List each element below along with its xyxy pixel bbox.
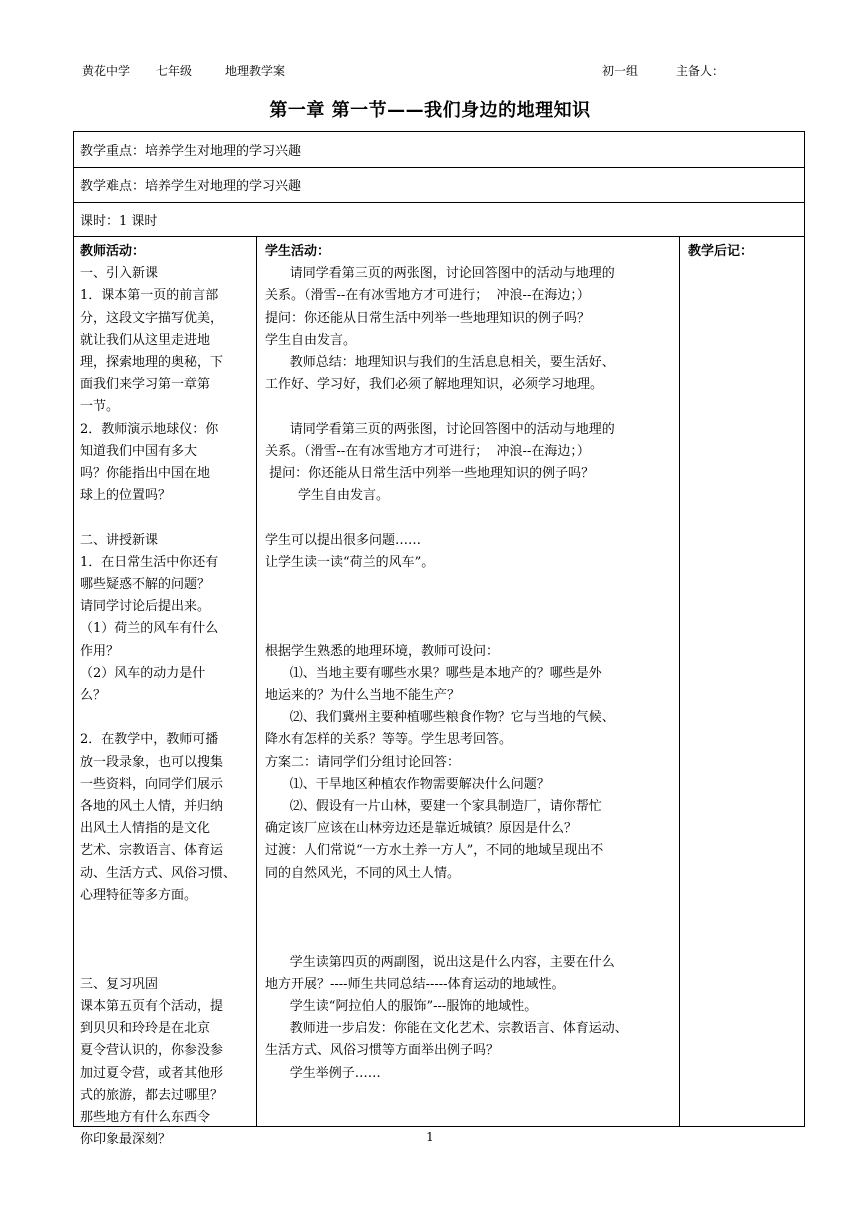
teacher-line: 加过夏令营，或者其他形 bbox=[80, 1065, 224, 1081]
student-column bbox=[257, 237, 680, 1126]
teacher-line: 球上的位置吗？ bbox=[80, 488, 172, 504]
student-line: 学生读“阿拉伯人的服饰”---服饰的地域性。 bbox=[265, 998, 538, 1014]
student-line bbox=[265, 507, 673, 529]
teacher-line: 课本第五页有个活动，提 bbox=[80, 998, 224, 1014]
teacher-line: 三、复习巩固 bbox=[80, 976, 159, 992]
teacher-line: 二、讲授新课 bbox=[80, 532, 159, 548]
student-line: 学生自由发言。 bbox=[265, 332, 357, 348]
activity-table bbox=[73, 236, 805, 1148]
teacher-column bbox=[74, 237, 257, 1148]
student-line: 学生举例子…… bbox=[265, 1065, 381, 1081]
notes-heading: 教学后记： bbox=[688, 244, 754, 259]
student-line: 根据学生熟悉的地理环境，教师可设问： bbox=[265, 643, 500, 659]
student-line: 教师进一步启发：你能在文化艺术、宗教语言、体育运动、 bbox=[265, 1021, 628, 1037]
page-title: 第一章 第一节——我们身边的地理知识 bbox=[269, 100, 591, 121]
student-line: 过渡：人们常说“一方水土养一方人”，不同的地域呈现出不 bbox=[265, 843, 604, 859]
teacher-line: 一些资料，向同学们展示 bbox=[80, 776, 224, 792]
teacher-line: 2．在教学中，教师可播 bbox=[80, 732, 219, 748]
student-line: 学生自由发言。 bbox=[265, 488, 390, 504]
teacher-line: 知道我们中国有多大 bbox=[80, 443, 198, 459]
teacher-line: 一、引入新课 bbox=[80, 266, 159, 282]
teacher-line: 2．教师演示地球仪：你 bbox=[80, 421, 219, 437]
teacher-line: 吗？你能指出中国在地 bbox=[80, 466, 211, 482]
header-preparer: 主备人： bbox=[676, 64, 725, 78]
teacher-line: 艺术、宗教语言、体育运 bbox=[80, 843, 224, 859]
student-line: 关系。（滑雪--在有冰雪地方才可进行； 冲浪--在海边；） bbox=[265, 443, 590, 459]
header-doc-type: 地理教学案 bbox=[225, 64, 286, 78]
student-lines bbox=[265, 263, 673, 1085]
teacher-line: （1）荷兰的风车有什么 bbox=[80, 621, 219, 637]
teacher-line bbox=[80, 507, 250, 529]
student-line: ⑵、假设有一片山林，要建一个家具制造厂，请你帮忙 bbox=[265, 799, 602, 815]
page-number: 1 bbox=[426, 1130, 434, 1144]
teacher-line bbox=[80, 952, 250, 974]
student-line: ⑴、干旱地区种植农作物需要解决什么问题？ bbox=[265, 776, 550, 792]
student-line bbox=[265, 618, 673, 640]
teacher-line: 么？ bbox=[80, 688, 107, 704]
teacher-line: 作用？ bbox=[80, 643, 120, 659]
teacher-line: 动、生活方式、风俗习惯、 bbox=[80, 865, 237, 881]
teacher-line: 放一段录象，也可以搜集 bbox=[80, 754, 224, 770]
teacher-line: 那些地方有什么东西令 bbox=[80, 1109, 211, 1125]
teacher-line: 夏令营认识的，你参没参 bbox=[80, 1043, 224, 1059]
header-group: 初一组 bbox=[602, 64, 639, 78]
student-line: 让学生读一读“荷兰的风车”。 bbox=[265, 554, 435, 570]
header-grade: 七年级 bbox=[156, 64, 193, 78]
teacher-line: 一节。 bbox=[80, 399, 120, 415]
student-line bbox=[265, 396, 673, 418]
teacher-line: 到贝贝和玲玲是在北京 bbox=[80, 1021, 211, 1037]
teacher-lines bbox=[80, 263, 250, 1151]
student-line: 地运来的？为什么当地不能生产？ bbox=[265, 688, 461, 704]
student-line bbox=[265, 596, 673, 618]
student-line: 提问：你还能从日常生活中列举一些地理知识的例子吗？ bbox=[265, 310, 591, 326]
teacher-line: 哪些疑惑不解的问题？ bbox=[80, 577, 211, 593]
key-point-text: 教学重点：培养学生对地理的学习兴趣 bbox=[80, 144, 302, 159]
teacher-line: 就让我们从这里走进地 bbox=[80, 332, 211, 348]
teacher-line bbox=[80, 929, 250, 951]
student-line: 工作好、学习好，我们必须了解地理知识，必须学习地理。 bbox=[265, 377, 604, 393]
student-line: 生活方式、风俗习惯等方面举出例子吗？ bbox=[265, 1043, 500, 1059]
teacher-heading: 教师活动： bbox=[80, 244, 146, 259]
student-line: 学生读第四页的两副图，说出这是什么内容，主要在什么 bbox=[265, 954, 615, 970]
teacher-line: 理，探索地理的奥秘，下 bbox=[80, 355, 224, 371]
teacher-line: 式的旅游，都去过哪里？ bbox=[80, 1087, 224, 1103]
student-line: 请同学看第三页的两张图，讨论回答图中的活动与地理的 bbox=[265, 266, 615, 282]
student-line: 方案二：请同学们分组讨论回答： bbox=[265, 754, 461, 770]
teacher-line bbox=[80, 707, 250, 729]
difficulty-text: 教学难点：培养学生对地理的学习兴趣 bbox=[80, 179, 302, 194]
teacher-line: 1．在日常生活中你还有 bbox=[80, 554, 219, 570]
hours-text: 课时：1 课时 bbox=[80, 213, 158, 229]
teacher-line: 出风土人情指的是文化 bbox=[80, 821, 211, 837]
student-line bbox=[265, 885, 673, 907]
student-line bbox=[265, 929, 673, 951]
row-hours bbox=[73, 202, 805, 237]
row-difficulty bbox=[73, 167, 805, 203]
row-key-point bbox=[73, 131, 805, 168]
student-line bbox=[265, 574, 673, 596]
teacher-line: 请同学讨论后提出来。 bbox=[80, 599, 211, 615]
teacher-line: 心理特征等多方面。 bbox=[80, 887, 198, 903]
student-line: 提问：你还能从日常生活中列举一些地理知识的例子吗？ bbox=[265, 466, 595, 482]
student-line: 学生可以提出很多问题…… bbox=[265, 532, 422, 548]
teacher-line: 面我们来学习第一章第 bbox=[80, 377, 211, 393]
notes-column bbox=[680, 237, 804, 1126]
teacher-line: 分，这段文字描写优美， bbox=[80, 310, 224, 326]
student-line: 请同学看第三页的两张图，讨论回答图中的活动与地理的 bbox=[265, 421, 615, 437]
student-line: 降水有怎样的关系？等等。学生思考回答。 bbox=[265, 732, 513, 748]
student-line: 确定该厂应该在山林旁边还是靠近城镇？原因是什么？ bbox=[265, 821, 578, 837]
teacher-line: 各地的风土人情，并归纳 bbox=[80, 799, 224, 815]
student-line: ⑴、当地主要有哪些水果？哪些是本地产的？哪些是外 bbox=[265, 665, 602, 681]
student-line: 关系。（滑雪--在有冰雪地方才可进行； 冲浪--在海边；） bbox=[265, 288, 590, 304]
student-line bbox=[265, 907, 673, 929]
student-line: 教师总结：地理知识与我们的生活息息相关，要生活好、 bbox=[265, 355, 615, 371]
teacher-line: 1．课本第一页的前言部 bbox=[80, 288, 219, 304]
teacher-line bbox=[80, 907, 250, 929]
student-heading: 学生活动： bbox=[265, 244, 331, 259]
teacher-line: 你印象最深刻？ bbox=[80, 1132, 172, 1148]
header-school: 黄花中学 bbox=[82, 64, 131, 78]
teacher-line: （2）风车的动力是什 bbox=[80, 665, 206, 681]
student-line: ⑵、我们冀州主要种植哪些粮食作物？它与当地的气候、 bbox=[265, 710, 615, 726]
student-line: 地方开展？----师生共同总结-----体育运动的地域性。 bbox=[265, 976, 565, 992]
student-line: 同的自然风光，不同的风土人情。 bbox=[265, 865, 461, 881]
